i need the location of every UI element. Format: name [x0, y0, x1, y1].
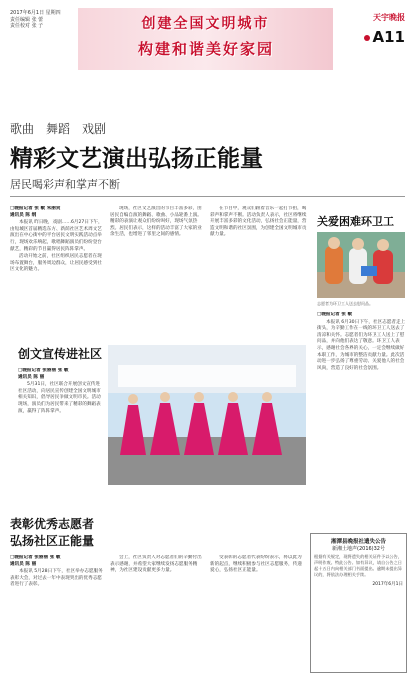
bottom-column-3 — [210, 555, 305, 670]
lead-paragraph: 在节目中，观众们跟着音乐一起打节拍，喝彩声和掌声不断。活动负责人表示，社区将继续开展丰富多彩的文化活动，弘扬社会正能量，营造文明和谐的社区氛围，为创建全国文明城市贡献力量。 — [210, 206, 307, 238]
notice-title: 湘潭县晚报社遗失公告 — [330, 539, 386, 545]
divider — [10, 196, 405, 197]
side-caption: 志愿者为环卫工人送去慰问品。 — [317, 301, 373, 306]
lead-headline: 精彩文艺演出弘扬正能量 — [10, 146, 263, 172]
side-paragraph: 本报讯 6月30日下午，社区志愿者走上街头，为辛勤工作在一线的环卫工人送去了清凉和关怀。志愿者们为环卫工人送上了慰问品，并向他们表达了敬意。环卫工人表示，感谢社会各界的关心，一定会继续做好本职工作，为城市的整洁贡献力量。此次活动进一步弘扬了尊重劳动、关爱他人的社会风尚，营造了良好的社会氛围。 — [317, 319, 406, 371]
editor: 责任编辑 张 蕾 — [10, 16, 44, 23]
logo-icon — [364, 35, 370, 41]
slogan-banner — [78, 8, 333, 70]
lead-column-3 — [210, 206, 308, 326]
lead-paragraph: 现场，社区文艺演出的节目丰富多彩，由居民自编自演的舞蹈、歌曲、小品轮番上演。精彩的表演让观众们纷纷叫好，现场气氛热烈。居民们表示，这样的活动丰富了大家的业余生活，也增进了邻里之间的感情。 — [110, 206, 202, 238]
lead-paragraph: 活动开始之前，社区组织居民志愿者在现场布置舞台，服务周边群众，让居民感受到社区文化的魅力。 — [10, 254, 102, 273]
brand-name: 天宇晚报 — [373, 13, 405, 22]
slogan-line-1: 创建全国文明城市 — [141, 16, 270, 32]
side-headline: 关爱困难环卫工 — [317, 215, 394, 228]
slogan-line-2: 构建和谐美好家园 — [137, 40, 274, 58]
page-number-text: A11 — [372, 28, 405, 46]
lead-subhead: 歌曲 舞蹈 戏剧 — [10, 122, 107, 136]
lead-paragraph: 本报讯 昨日晚，戏剧……6月27日下午，由短城区首届精选东方、新荫社区艺术周文艺演出在中心街中的平台居民文明实践活动点举行，现场欢乐响起，歌唱舞蹈演员们纷纷登台献艺，精彩的节目赢得居民阵阵掌声。 — [10, 220, 103, 252]
bottom-headline-line-1: 表彰优秀志愿者 — [10, 517, 95, 531]
photo-story-byline: □晚报记者 张丽丽 张 敏 通讯员 陈 丽 — [18, 368, 69, 380]
bottom-headline-line-2: 弘扬社区正能量 — [10, 534, 95, 548]
photo-volunteers-image — [317, 232, 405, 298]
photo-dancers-image — [108, 345, 306, 485]
lead-byline: □晚报记者 张 敏 朱丽贤 通讯员 陈 纲 — [10, 206, 61, 218]
lead-column-1 — [10, 206, 105, 326]
bottom-byline: □晚报记者 张丽丽 张 敏 通讯员 陈 丽 — [10, 555, 61, 567]
bottom-column-1 — [10, 555, 105, 670]
proofreader: 责任校对 张 子 — [10, 23, 44, 29]
bottom-column-2 — [110, 555, 205, 670]
issue-meta — [10, 10, 61, 30]
notice-date: 2017年6月1日 — [372, 582, 403, 587]
side-photo — [317, 232, 405, 298]
page-number — [364, 28, 405, 46]
lead-column-2 — [110, 206, 205, 326]
bottom-paragraph: 受表彰的志愿者代表纷纷表示，将以此为新的起点，继续积极参与社区志愿服务，传递爱心，弘扬社区正能量。 — [210, 555, 302, 574]
dance-photo — [108, 345, 306, 485]
notice-box — [310, 533, 407, 673]
photo-story-body — [18, 368, 103, 488]
side-body — [317, 312, 407, 527]
notice-body: 根据有关规定，现将遗失的相关证件予以公告，声明作废。特此公告。如有异议，请自公告之日起十五日内向相关部门书面提出。逾期未提出异议的，将依法办理相关手续。 — [314, 554, 402, 577]
photo-story-headline: 创文宣传进社区 — [18, 347, 103, 361]
photo-story-paragraph: 5月31日，社区联合开展创文宣传进社区活动，向居民宣传创建全国文明城市相关知识，倡导居民争做文明市民。活动现场，演员们为居民带来了精彩的舞蹈表演，赢得了阵阵掌声。 — [18, 382, 101, 414]
side-byline: □晚报记者 张 敏 — [317, 312, 353, 317]
bottom-paragraph: 会上，社区负责人对志愿者们的辛勤付出表示感谢，并希望大家继续发扬志愿服务精神，为社区建设贡献更多力量。 — [110, 555, 202, 574]
bottom-headline — [10, 516, 94, 550]
lead-deck: 居民喝彩声和掌声不断 — [10, 178, 120, 191]
masthead — [0, 0, 415, 82]
bottom-paragraph: 本报讯 5月28日下午，社区举办志愿服务表彰大会，对过去一年中表现突出的优秀志愿者进行了表彰。 — [10, 569, 103, 588]
notice-number: 新湘土地声(2016)32号 — [332, 546, 385, 552]
issue-date: 2017年6月1日 星期四 — [10, 10, 61, 16]
